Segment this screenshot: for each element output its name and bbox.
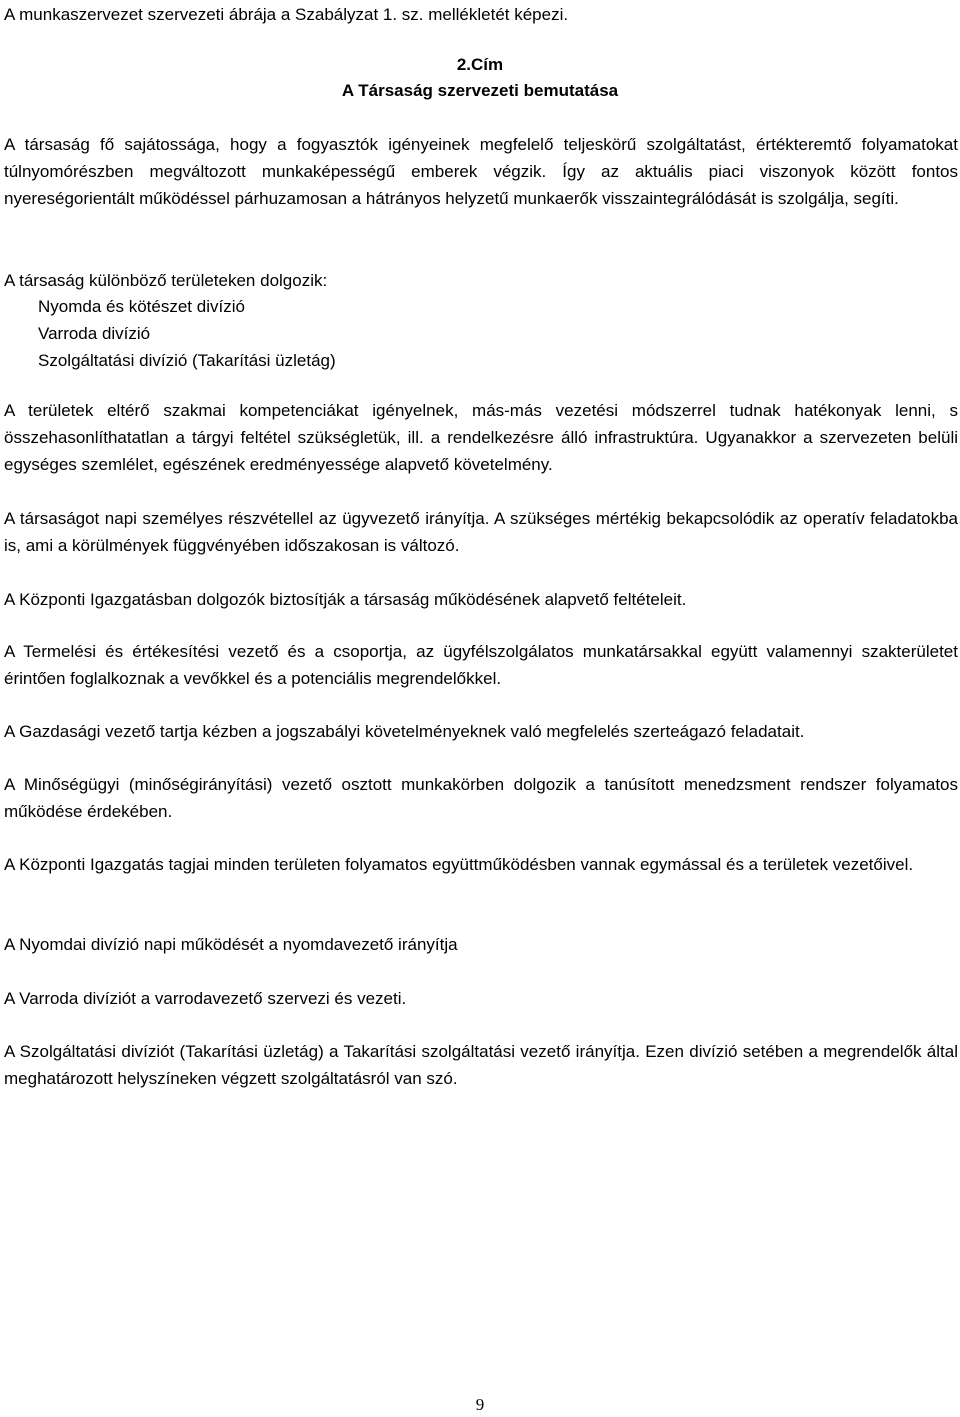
areas-list bbox=[38, 293, 336, 374]
top-note: A munkaszervezet szervezeti ábrája a Szabályzat 1. sz. mellékletét képezi. bbox=[4, 5, 569, 24]
list-item: Varroda divízió bbox=[38, 324, 151, 343]
section-title: A Társaság szervezeti bemutatása bbox=[341, 81, 619, 100]
paragraph-finance: A Gazdasági vezető tartja kézben a jogszabályi követelményeknek való megfelelés szerteágazó feladatait. bbox=[4, 722, 805, 741]
areas-intro: A társaság különböző területeken dolgozik: bbox=[4, 271, 328, 290]
paragraph-central-administration: A Központi Igazgatásban dolgozók biztosítják a társaság működésének alapvető feltételeit. bbox=[4, 590, 687, 609]
paragraph-quality: A Minőségügyi (minőségirányítási) vezető osztott munkakörben dolgozik a tanúsított menedzsment rendszer folyamatos működése érdekében. bbox=[4, 775, 958, 821]
section-number: 2.Cím bbox=[456, 55, 504, 74]
page-number: 9 bbox=[475, 1395, 485, 1414]
paragraph-service-division: A Szolgáltatási divíziót (Takarítási üzletág) a Takarítási szolgáltatási vezető irányítja. Ezen divízió setében a megrendelők által meghatározott helyszíneken végzett szolgáltatásról van szó. bbox=[4, 1042, 958, 1088]
list-item: Szolgáltatási divízió (Takarítási üzletág) bbox=[38, 351, 336, 370]
paragraph-intro: A társaság fő sajátossága, hogy a fogyasztók igényeinek megfelelő teljeskörű szolgáltatást, értékteremtő folyamatokat túlnyomórészben megváltozott munkaképességű emberek végzik. Így az aktuális piaci viszonyok között fontos nyereségorientált működéssel párhuzamosan a hátrányos helyzetű munkaerők visszaintegrálódását is szolgálja, segíti. bbox=[4, 135, 958, 208]
paragraph-printing-division: A Nyomdai divízió napi működését a nyomdavezető irányítja bbox=[4, 935, 458, 954]
list-item: Nyomda és kötészet divízió bbox=[38, 297, 245, 316]
paragraph-production-sales: A Termelési és értékesítési vezető és a csoportja, az ügyfélszolgálatos munkatársakkal együtt valamennyi szakterületet érintően foglalkoznak a vevőkkel és a potenciális megrendelőkkel. bbox=[4, 642, 958, 688]
paragraph-cooperation: A Központi Igazgatás tagjai minden területen folyamatos együttműködésben vannak egymással és a területek vezetőivel. bbox=[4, 855, 914, 874]
paragraph-sewing-division: A Varroda divíziót a varrodavezető szervezi és vezeti. bbox=[4, 989, 407, 1008]
paragraph-managing-director: A társaságot napi személyes részvétellel az ügyvezető irányítja. A szükséges mértékig bekapcsolódik az operatív feladatokba is, ami a körülmények függvényében időszakosan is változó. bbox=[4, 509, 958, 555]
paragraph-competencies: A területek eltérő szakmai kompetenciákat igényelnek, más-más vezetési módszerrel tudnak hatékonyak lenni, s összehasonlíthatatlan a tárgyi feltétel szükségletük, ill. a rendelkezésre álló infrastruktúra. Ugyanakkor a szervezeten belüli egységes szemlélet, egészének eredményessége alapvető követelmény. bbox=[4, 401, 958, 474]
